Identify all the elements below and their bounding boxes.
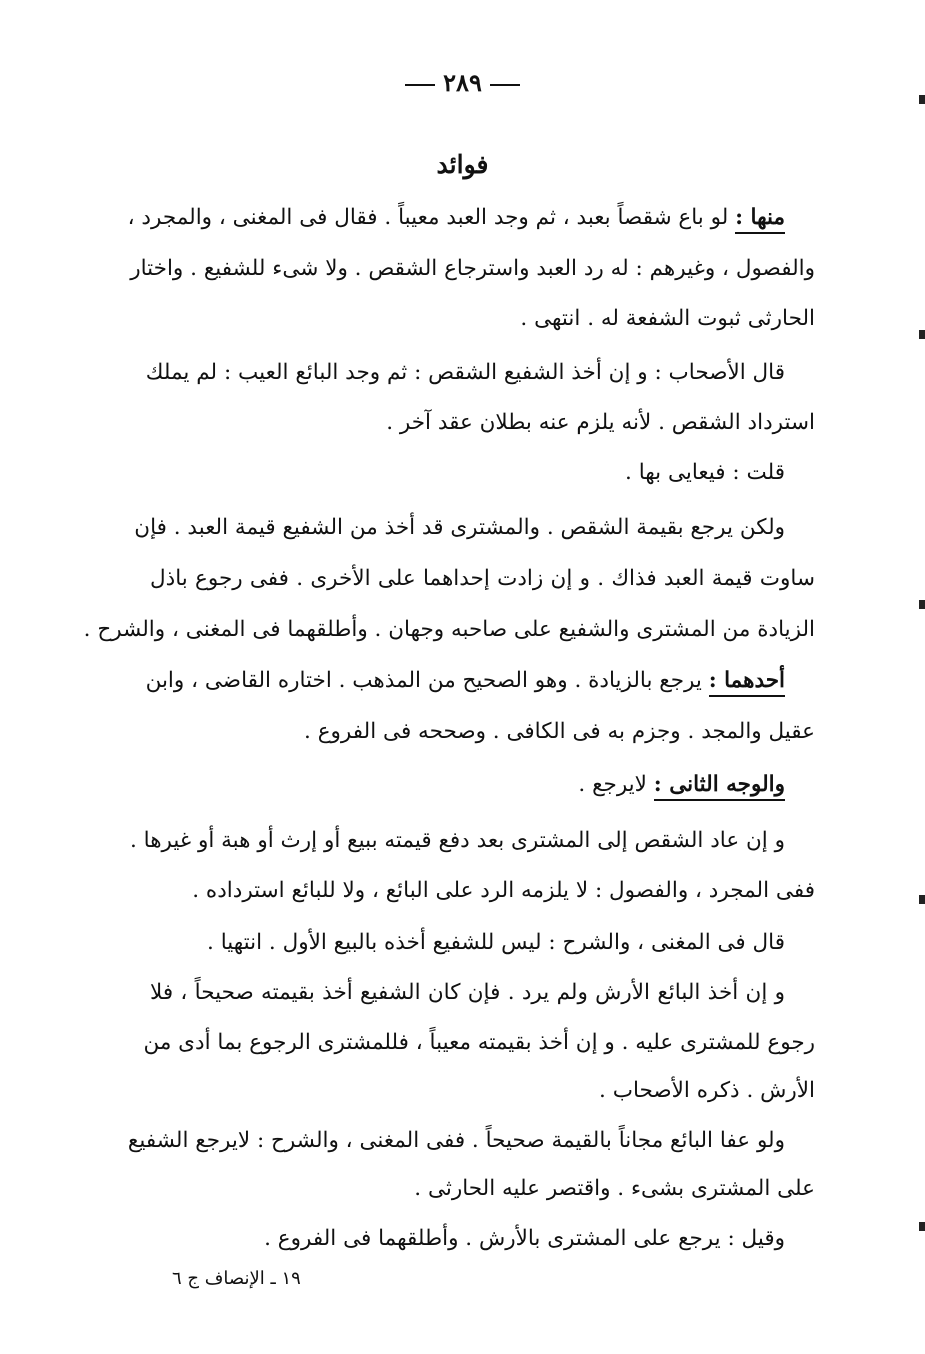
text-line: و إن أخذ البائع الأرش ولم يرد . فإن كان الشفيع أخذ بقيمته صحيحاً ، فلا — [150, 980, 785, 1005]
text-line: والفصول ، وغيرهم : له رد العبد واسترجاع الشقص . ولا شىء للشفيع . واختار — [130, 256, 815, 281]
dash-decoration — [405, 84, 435, 86]
text-line: قال الأصحاب : و إن أخذ الشفيع الشقص : ثم وجد البائع العيب : لم يملك — [145, 360, 785, 385]
edge-mark — [919, 600, 925, 609]
text-line: عقيل والمجد . وجزم به فى الكافى . وصححه فى الفروع . — [304, 719, 815, 744]
text-line: ساوت قيمة العبد فذاك . و إن زادت إحداهما على الأخرى . ففى رجوع باذل — [150, 566, 815, 591]
text-line: استرداد الشقص . لأنه يلزم عنه بطلان عقد آخر . — [386, 410, 815, 435]
section-heading: فوائد — [436, 150, 489, 179]
edge-mark — [919, 95, 925, 104]
text-line: الحارثى ثبوت الشفعة له . انتهى . — [520, 306, 815, 331]
page-number: ٢٨٩ — [0, 68, 925, 97]
text-line: منها : لو باع شقصاً بعبد ، ثم وجد العبد معيباً . فقال فى المغنى ، والمجرد ، — [150, 205, 785, 230]
text-line: ولو عفا البائع مجاناً بالقيمة صحيحاً . ففى المغنى ، والشرح : لايرجع الشفيع — [127, 1128, 785, 1153]
text-line: الزيادة من المشترى والشفيع على صاحبه وجهان . وأطلقهما فى المغنى ، والشرح . — [83, 617, 815, 642]
lead-term: منها : — [735, 205, 785, 234]
text-line: أحدهما : يرجع بالزيادة . وهو الصحيح من المذهب . اختاره القاضى ، وابن — [150, 668, 785, 693]
text-line: رجوع للمشترى عليه . و إن أخذ بقيمته معيباً ، فللمشترى الرجوع بما أدى من — [143, 1030, 815, 1055]
page-footer: ١٩ ـ الإنصاف ج ٦ — [172, 1268, 301, 1289]
text-line: و إن عاد الشقص إلى المشترى بعد دفع قيمته ببيع أو إرث أو هبة أو غيرها . — [129, 828, 785, 853]
text-line: قال فى المغنى ، والشرح : ليس للشفيع أخذه بالبيع الأول . انتهيا . — [207, 930, 785, 955]
text-line: ففى المجرد ، والفصول : لا يلزمه الرد على البائع ، ولا للبائع استرداده . — [192, 878, 815, 903]
dash-decoration — [490, 84, 520, 86]
edge-mark — [919, 895, 925, 904]
text-line: ولكن يرجع بقيمة الشقص . والمشترى قد أخذ من الشفيع قيمة العبد . فإن — [134, 515, 785, 540]
text-line: والوجه الثانى : لايرجع . — [150, 772, 785, 797]
text-line: وقيل : يرجع على المشترى بالأرش . وأطلقهما فى الفروع . — [264, 1226, 785, 1251]
lead-term: أحدهما : — [709, 668, 785, 697]
text-line: قلت : فيعايى بها . — [625, 460, 785, 485]
lead-term: والوجه الثانى : — [654, 772, 785, 801]
edge-mark — [919, 1222, 925, 1231]
edge-mark — [919, 330, 925, 339]
text-line: على المشترى بشىء . واقتصر عليه الحارثى . — [414, 1176, 815, 1201]
text-line: الأرش . ذكره الأصحاب . — [599, 1078, 815, 1103]
